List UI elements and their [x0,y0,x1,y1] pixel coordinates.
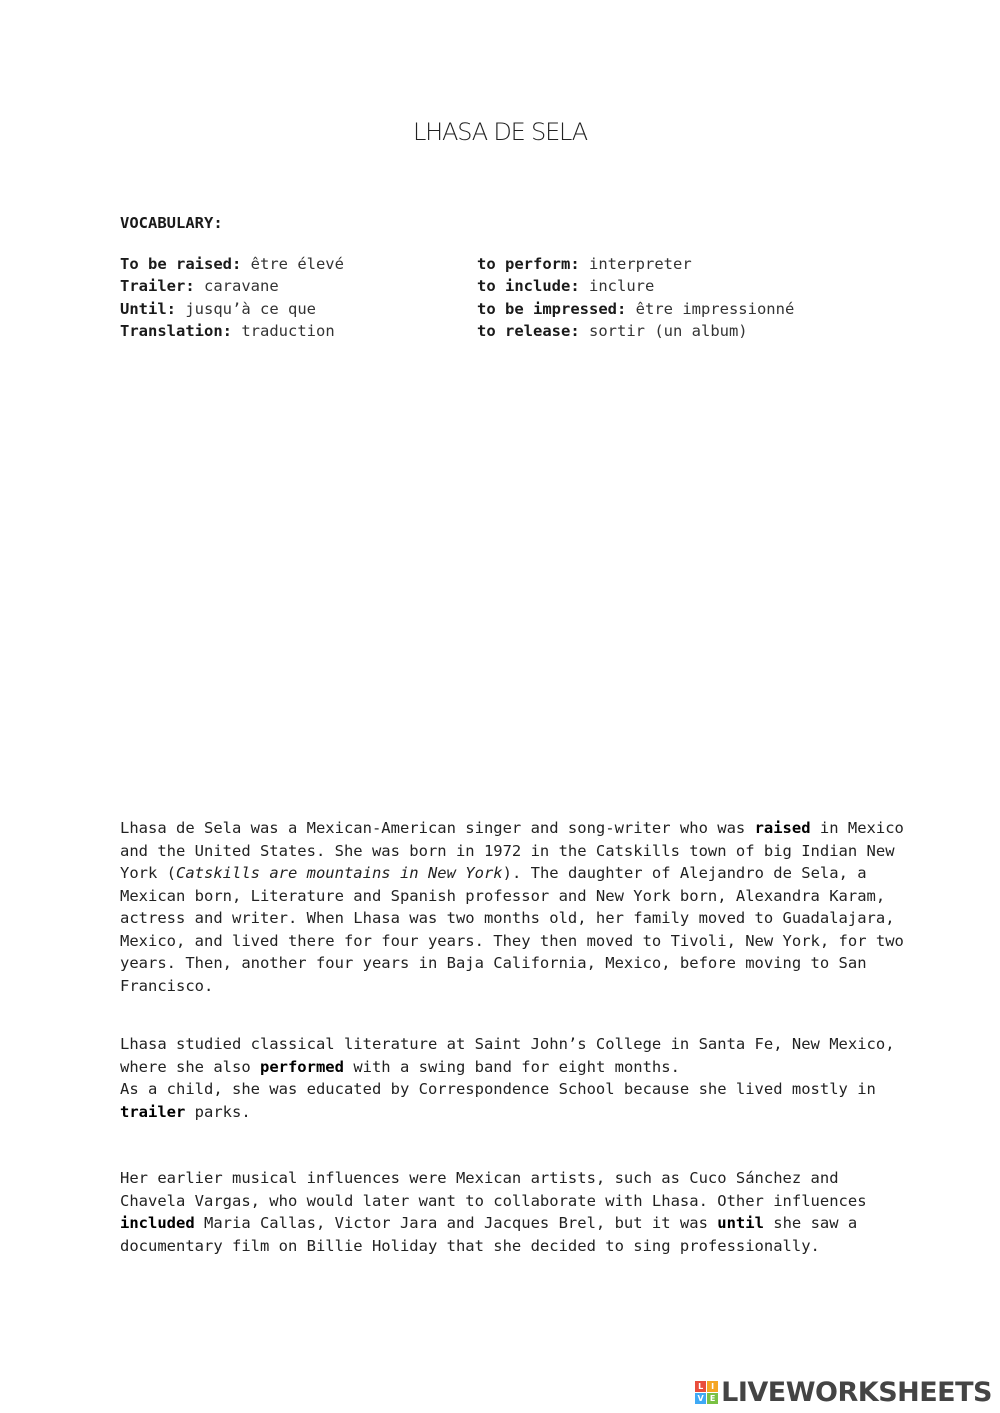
vocabulary-definition: être impressionné [635,299,795,318]
vocabulary-definition: traduction [241,321,335,340]
vocabulary-entry: To be raised: être élevé [120,255,344,273]
paragraph-text: Lhasa studied classical literature at Saint John’s College in Santa Fe, New Mexico, where she also [120,1035,895,1076]
paragraph-text: parks. [185,1102,251,1121]
paragraph-text: ). The daughter of Alejandro de Sela, a Mexican born, Literature and Spanish professor and New York born, Alexandra Karam, actress and writer. When Lhasa was two months old, her family moved to Guadalajara, Mexico, and lived there for four years. They then moved to Tivoli, New York, for two years. Then, another four years in Baja California, Mexico, before moving to San Francisco. [120,864,904,995]
paragraph-text: she saw a documentary film on Billie Holiday that she decided to sing professionally. [120,1214,858,1255]
vocabulary-entry: to be impressed: être impressionné [477,299,795,318]
paragraph-text: Maria Callas, Victor Jara and Jacques Brel, but it was [194,1214,718,1232]
vocabulary-definition: être élevé [250,255,344,273]
vocabulary-highlight: raised [754,819,811,837]
page-title: LHASA DE SELA [413,118,587,146]
vocabulary-highlight: until [717,1214,764,1232]
paragraph-text: As a child, she was educated by Correspondence School because she lived mostly in [120,1080,876,1098]
liveworksheets-logo [695,1377,992,1407]
paragraph-text: Lhasa de Sela was a Mexican-American singer and song-writer who was [120,819,755,837]
vocabulary-highlight: trailer [120,1102,186,1121]
vocabulary-definition: sortir (un album) [589,321,748,340]
vocabulary-heading: VOCABULARY: [120,214,223,232]
vocabulary-entry: to perform: interpreter [477,255,692,273]
vocabulary-term: Trailer [120,277,186,296]
vocabulary-term: to be impressed [477,299,617,318]
vocabulary-term: Until [120,299,167,318]
paragraph-education [120,1033,910,1123]
vocabulary-highlight: performed [259,1057,344,1076]
vocabulary-right-column [477,253,794,342]
vocabulary-entry: Translation: traduction [120,321,335,340]
vocabulary-definition: interpreter [589,255,692,273]
vocabulary-term: Translation [120,321,223,340]
paragraph-text: with a swing band for eight months. [343,1057,680,1076]
vocabulary-definition: caravane [204,277,279,296]
vocabulary-entry: Trailer: caravane [120,277,279,296]
paragraph-text: in Mexico and the United States. She was born in 1972 in the Catskills town of big Indian New York ( [120,819,904,882]
vocabulary-highlight: included [120,1214,195,1232]
vocabulary-left-column [120,253,344,342]
vocabulary-entry: Until: jusqu’à ce que [120,299,316,318]
vocabulary-term: To be raised [120,255,232,273]
liveworksheets-logo-text: LIVEWORKSHEETS [721,1376,992,1408]
vocabulary-term: to release [477,321,571,340]
paragraph-aside: Catskills are mountains in New York [176,864,503,882]
paragraph-text: Her earlier musical influences were Mexican artists, such as Cuco Sánchez and Chavela Vargas, who would later want to collaborate with Lhasa. Other influences [120,1169,867,1210]
vocabulary-entry: to release: sortir (un album) [477,321,748,340]
liveworksheets-logo-icon: L I V E [695,1381,718,1404]
vocabulary-definition: jusqu’à ce que [185,299,316,318]
paragraph-influences [120,1167,910,1257]
vocabulary-definition: inclure [589,277,655,296]
vocabulary-term: to include [477,277,571,296]
vocabulary-entry: to include: inclure [477,277,655,296]
vocabulary-term: to perform [477,255,571,273]
paragraph-biography [120,817,910,997]
